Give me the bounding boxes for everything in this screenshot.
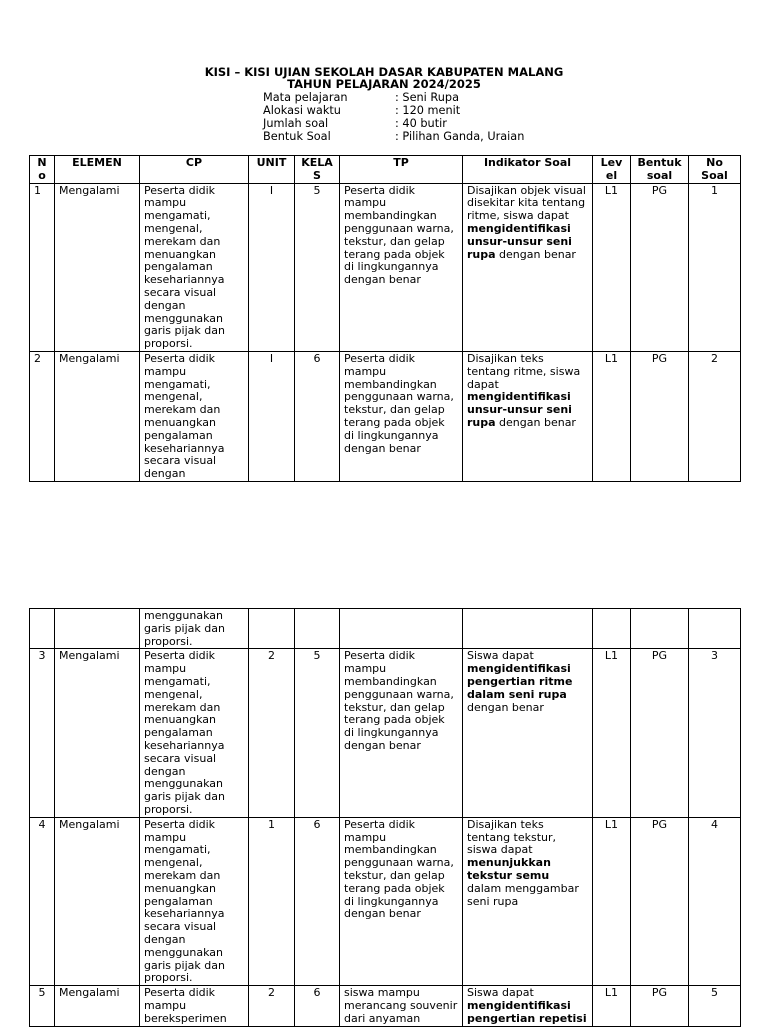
cell-bentuk: PG bbox=[631, 986, 689, 1026]
indikator-text: Disajikan objek visual disekitar kita tentang ritme, siswa dapat bbox=[467, 183, 586, 223]
cell-unit: I bbox=[249, 183, 295, 351]
cell-kelas: 6 bbox=[295, 986, 340, 1026]
cell-nosoal: 3 bbox=[689, 649, 741, 817]
cell-nosoal: 1 bbox=[689, 183, 741, 351]
indikator-text: dengan benar bbox=[495, 247, 576, 261]
meta-value: : 120 menit bbox=[395, 104, 461, 117]
header-indikator: Indikator Soal bbox=[463, 156, 593, 184]
cell-elemen: Mengalami bbox=[55, 649, 140, 817]
cell-no: 2 bbox=[30, 351, 55, 481]
kisi-table-page-2 bbox=[29, 608, 741, 1027]
table-row bbox=[30, 817, 741, 985]
cell-bentuk: PG bbox=[631, 817, 689, 985]
meta-row bbox=[263, 91, 524, 104]
indikator-text: Siswa dapat bbox=[467, 649, 534, 663]
cell-empty bbox=[55, 609, 140, 649]
cell-indikator bbox=[463, 986, 593, 1026]
cell-cp: Peserta didik mampu mengamati, mengenal, merekam dan menuangkan pengalaman kesehariannya secara visual dengan menggunakan garis pijak dan proporsi. bbox=[140, 817, 249, 985]
indikator-text: Siswa dapat bbox=[467, 986, 534, 1000]
table-row bbox=[30, 986, 741, 1026]
table-row bbox=[30, 351, 741, 481]
indikator-keyword: menunjukkan tekstur semu bbox=[467, 856, 551, 882]
meta-value: : Seni Rupa bbox=[395, 91, 460, 104]
indikator-text: Disajikan teks tentang tekstur, siswa dapat bbox=[467, 817, 557, 857]
cell-tp: Peserta didik mampu membandingkan penggunaan warna, tekstur, dan gelap terang pada objek di lingkungannya dengan benar bbox=[340, 183, 463, 351]
cell-nosoal: 2 bbox=[689, 351, 741, 481]
cell-empty bbox=[593, 609, 631, 649]
cell-level: L1 bbox=[593, 183, 631, 351]
cell-cp: Peserta didik mampu bereksperimen bbox=[140, 986, 249, 1026]
cell-kelas: 6 bbox=[295, 817, 340, 985]
table-header-row bbox=[30, 156, 741, 184]
cell-no: 5 bbox=[30, 986, 55, 1026]
cell-cp: menggunakan garis pijak dan proporsi. bbox=[140, 609, 249, 649]
indikator-keyword: mengidentifikasi unsur-unsur seni rupa bbox=[467, 221, 572, 261]
header-nosoal: No Soal bbox=[689, 156, 741, 184]
header-tp: TP bbox=[340, 156, 463, 184]
header-no: N o bbox=[30, 156, 55, 184]
cell-tp: siswa mampu merancang souvenir dari anyaman bbox=[340, 986, 463, 1026]
subject-info bbox=[263, 91, 524, 143]
cell-kelas: 5 bbox=[295, 183, 340, 351]
cell-kelas: 5 bbox=[295, 649, 340, 817]
cell-empty bbox=[30, 609, 55, 649]
cell-indikator bbox=[463, 817, 593, 985]
meta-row bbox=[263, 117, 524, 130]
meta-label: Alokasi waktu bbox=[263, 104, 341, 117]
table-row-continued bbox=[30, 609, 741, 649]
cell-cp: Peserta didik mampu mengamati, mengenal, merekam dan menuangkan pengalaman kesehariannya secara visual dengan menggunakan garis pijak dan proporsi. bbox=[140, 649, 249, 817]
cell-empty bbox=[631, 609, 689, 649]
cell-elemen: Mengalami bbox=[55, 183, 140, 351]
cell-bentuk: PG bbox=[631, 649, 689, 817]
cell-unit: 2 bbox=[249, 986, 295, 1026]
cell-unit: 2 bbox=[249, 649, 295, 817]
cell-level: L1 bbox=[593, 351, 631, 481]
cell-bentuk: PG bbox=[631, 183, 689, 351]
cell-indikator bbox=[463, 351, 593, 481]
table-row bbox=[30, 183, 741, 351]
cell-tp: Peserta didik mampu membandingkan penggunaan warna, tekstur, dan gelap terang pada objek di lingkungannya dengan benar bbox=[340, 817, 463, 985]
kisi-table-page-1 bbox=[29, 155, 741, 482]
header-elemen: ELEMEN bbox=[55, 156, 140, 184]
cell-cp: Peserta didik mampu mengamati, mengenal, merekam dan menuangkan pengalaman kesehariannya secara visual dengan menggunakan garis pijak dan proporsi. bbox=[140, 183, 249, 351]
cell-level: L1 bbox=[593, 817, 631, 985]
cell-cp: Peserta didik mampu mengamati, mengenal, merekam dan menuangkan pengalaman kesehariannya secara visual dengan bbox=[140, 351, 249, 481]
cell-empty bbox=[463, 609, 593, 649]
cell-level: L1 bbox=[593, 649, 631, 817]
indikator-text: dalam menggambar seni rupa bbox=[467, 881, 579, 908]
meta-row bbox=[263, 130, 524, 143]
header-level: Lev el bbox=[593, 156, 631, 184]
table-row bbox=[30, 649, 741, 817]
cell-elemen: Mengalami bbox=[55, 986, 140, 1026]
cell-bentuk: PG bbox=[631, 351, 689, 481]
meta-row bbox=[263, 104, 524, 117]
meta-value: : Pilihan Ganda, Uraian bbox=[395, 130, 525, 143]
document-title bbox=[0, 66, 768, 90]
cell-empty bbox=[340, 609, 463, 649]
cell-elemen: Mengalami bbox=[55, 351, 140, 481]
header-kelas: KELA S bbox=[295, 156, 340, 184]
cell-unit: 1 bbox=[249, 817, 295, 985]
header-bentuk: Bentuk soal bbox=[631, 156, 689, 184]
indikator-text: dengan benar bbox=[495, 415, 576, 429]
indikator-text: dengan benar bbox=[467, 700, 544, 714]
cell-unit: I bbox=[249, 351, 295, 481]
cell-no: 1 bbox=[30, 183, 55, 351]
cell-level: L1 bbox=[593, 986, 631, 1026]
meta-label: Jumlah soal bbox=[263, 117, 329, 130]
cell-indikator bbox=[463, 649, 593, 817]
cell-no: 4 bbox=[30, 817, 55, 985]
meta-label: Bentuk Soal bbox=[263, 130, 331, 143]
header-cp: CP bbox=[140, 156, 249, 184]
cell-empty bbox=[689, 609, 741, 649]
cell-nosoal: 4 bbox=[689, 817, 741, 985]
cell-empty bbox=[249, 609, 295, 649]
indikator-keyword: mengidentifikasi pengertian ritme dalam seni rupa bbox=[467, 662, 573, 701]
cell-tp: Peserta didik mampu membandingkan penggunaan warna, tekstur, dan gelap terang pada objek di lingkungannya dengan benar bbox=[340, 351, 463, 481]
cell-tp: Peserta didik mampu membandingkan penggunaan warna, tekstur, dan gelap terang pada objek di lingkungannya dengan benar bbox=[340, 649, 463, 817]
indikator-text: Disajikan teks tentang ritme, siswa dapat bbox=[467, 351, 581, 391]
cell-empty bbox=[295, 609, 340, 649]
cell-no: 3 bbox=[30, 649, 55, 817]
indikator-keyword: mengidentifikasi unsur-unsur seni rupa bbox=[467, 390, 572, 429]
header-unit: UNIT bbox=[249, 156, 295, 184]
title-line-1: KISI – KISI UJIAN SEKOLAH DASAR KABUPATEN MALANG bbox=[204, 65, 564, 79]
indikator-keyword: mengidentifikasi pengertian repetisi bbox=[467, 998, 587, 1025]
meta-value: : 40 butir bbox=[395, 117, 447, 130]
meta-label: Mata pelajaran bbox=[263, 91, 348, 104]
cell-indikator bbox=[463, 183, 593, 351]
cell-elemen: Mengalami bbox=[55, 817, 140, 985]
cell-nosoal: 5 bbox=[689, 986, 741, 1026]
cell-kelas: 6 bbox=[295, 351, 340, 481]
title-line-2: TAHUN PELAJARAN 2024/2025 bbox=[287, 77, 481, 91]
